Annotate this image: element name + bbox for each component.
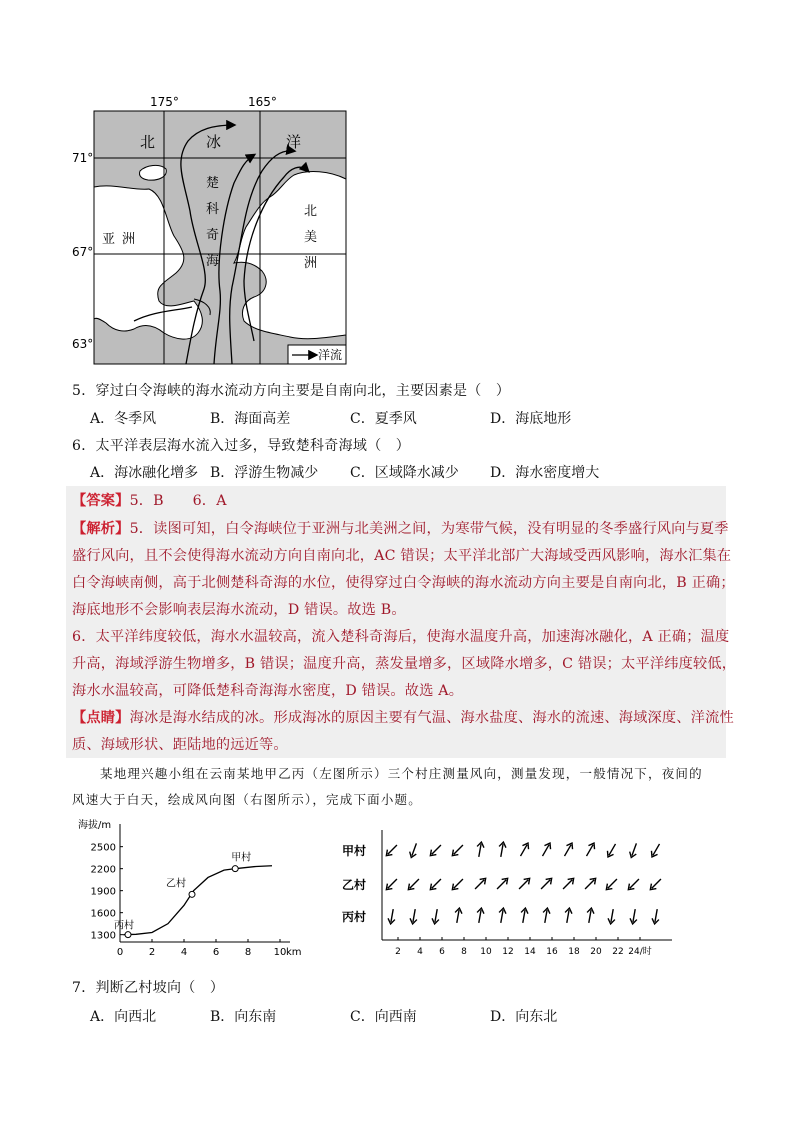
wind-arrow-icon xyxy=(384,877,400,893)
wind-arrow-icon xyxy=(473,876,489,892)
wind-arrow-shaft xyxy=(543,845,550,856)
wind-arrow-shaft xyxy=(608,879,617,888)
wind-arrow-shaft xyxy=(413,909,415,922)
x-tick-label: 6 xyxy=(212,947,220,958)
x-tick-label: 18 xyxy=(568,947,580,957)
wind-arrow-icon xyxy=(497,908,506,924)
wind-arrow-icon xyxy=(431,908,440,924)
q5-option-b[interactable]: B．海面高差 xyxy=(210,411,291,427)
x-tick-label: 10 xyxy=(480,947,492,957)
label-north3: 洋 xyxy=(286,133,302,151)
wind-arrow-icon xyxy=(628,842,640,858)
wind-arrow-shaft xyxy=(630,879,639,888)
wind-arrow-shaft xyxy=(523,910,525,923)
wind-arrow-shaft xyxy=(541,880,550,889)
wind-arrow-icon xyxy=(539,876,555,892)
village-label: 甲村 xyxy=(231,852,252,864)
wind-arrow-icon xyxy=(517,841,531,857)
wind-arrow-shaft xyxy=(587,845,594,856)
wind-arrow-shaft xyxy=(454,879,463,888)
wind-arrow-icon xyxy=(517,876,533,892)
wind-arrow-icon xyxy=(408,842,420,858)
wind-arrow-icon xyxy=(607,908,616,924)
q7-option-b[interactable]: B．向东南 xyxy=(210,1009,277,1025)
label-na2: 美 xyxy=(304,230,318,245)
wind-arrow-icon xyxy=(604,877,620,893)
wind-arrow-icon xyxy=(450,877,466,893)
wind-arrow-shaft xyxy=(391,909,393,922)
wind-arrow-icon xyxy=(453,908,462,924)
wind-direction-chart xyxy=(336,830,676,962)
village-point xyxy=(125,932,131,938)
q6-option-d[interactable]: D．海水密度增大 xyxy=(490,465,600,481)
x-axis-label: km xyxy=(286,947,302,958)
wind-arrow-shaft xyxy=(432,845,441,854)
comment-line-2: 质、海域形状、距陆地的远近等。 xyxy=(72,737,288,753)
terrain-profile-line xyxy=(123,866,272,935)
label-na3: 洲 xyxy=(304,256,318,271)
wind-arrow-icon xyxy=(519,908,528,924)
x-tick-label: 4 xyxy=(180,947,188,958)
wind-arrow-icon xyxy=(409,908,418,924)
label-north2: 冰 xyxy=(206,133,222,151)
intro-line-2: 风速大于白天，绘成风向图（右图所示），完成下面小题。 xyxy=(72,792,422,807)
x-tick-label: 20 xyxy=(590,947,602,957)
comment-tag: 【点睛】 xyxy=(72,710,130,726)
x-tick-label: 8 xyxy=(461,947,467,957)
y-axis-label: 海拔/m xyxy=(78,820,112,831)
q5-option-d[interactable]: D．海底地形 xyxy=(490,411,572,427)
analysis-line-7: 海水水温较高，可降低楚科奇海海水密度，D 错误。故选 A。 xyxy=(72,683,464,699)
wind-arrow-shaft xyxy=(567,910,569,923)
wind-arrow-icon xyxy=(649,842,663,858)
question-7-stem: 7．判断乙村坡向（ ） xyxy=(72,980,225,996)
row-label: 丙村 xyxy=(342,910,367,924)
q6-option-a[interactable]: A．海冰融化增多 xyxy=(90,465,199,481)
q5-option-c[interactable]: C．夏季风 xyxy=(350,411,417,427)
wind-arrow-shaft xyxy=(410,879,419,888)
x-tick-label: 16 xyxy=(546,947,558,957)
label-north1: 北 xyxy=(140,133,156,151)
wind-arrow-shaft xyxy=(475,880,484,889)
wind-arrow-shaft xyxy=(585,880,594,889)
x-tick-label: 22 xyxy=(612,947,624,957)
label-na1: 北 xyxy=(304,204,318,219)
q7-option-c[interactable]: C．向西南 xyxy=(350,1009,417,1025)
wind-arrow-shaft xyxy=(501,910,503,923)
wind-arrow-icon xyxy=(605,842,619,858)
wind-arrow-icon xyxy=(497,842,506,858)
y-tick-label: 2200 xyxy=(90,864,116,876)
wind-arrow-shaft xyxy=(457,910,459,923)
wind-arrow-icon xyxy=(563,908,572,924)
comment-line-1: 【点睛】海冰是海水结成的冰。形成海冰的原因主要有气温、海水盐度、海水的流速、海域深度、洋流性 xyxy=(72,710,734,726)
wind-arrow-icon xyxy=(585,908,594,924)
analysis-line-5: 6．太平洋纬度较低，海水水温较高，流入楚科奇海后，使海水温度升高，加速海冰融化，A 正确；温度 xyxy=(72,629,730,645)
wind-arrow-icon xyxy=(384,843,400,859)
wind-arrow-shaft xyxy=(652,879,661,888)
x-tick-label: 2 xyxy=(148,947,156,958)
wind-arrow-icon xyxy=(495,876,511,892)
village-point xyxy=(232,866,238,872)
x-tick-label: 0 xyxy=(116,947,124,958)
wind-arrow-icon xyxy=(561,876,577,892)
wind-arrow-shaft xyxy=(609,844,616,855)
wind-arrow-shaft xyxy=(388,879,397,888)
lat-label-63: 63° xyxy=(72,337,94,351)
q6-option-b[interactable]: B．浮游生物减少 xyxy=(210,465,319,481)
analysis-line-3: 白令海峡南侧，高于北侧楚科奇海的水位，使得穿过白令海峡的海水流动方向主要是自南向北，B 正确； xyxy=(72,575,735,591)
wind-arrow-shaft xyxy=(479,910,481,923)
wind-arrow-icon xyxy=(428,877,444,893)
lat-label-67: 67° xyxy=(72,245,94,259)
wind-arrow-shaft xyxy=(497,880,506,889)
lat-label-71: 71° xyxy=(72,151,94,165)
legend-label: 洋流 xyxy=(318,348,343,362)
y-tick-label: 1600 xyxy=(90,908,116,920)
x-tick-label: 12 xyxy=(502,947,514,957)
wind-arrow-icon xyxy=(450,843,466,859)
x-tick-label: 2 xyxy=(395,947,401,957)
wind-arrow-shaft xyxy=(521,845,528,856)
wind-arrow-shaft xyxy=(611,909,613,922)
label-sea3: 奇 xyxy=(206,228,220,243)
wind-arrow-shaft xyxy=(589,910,591,923)
label-asia1: 亚 xyxy=(102,232,116,247)
village-label: 丙村 xyxy=(114,920,134,932)
wind-arrow-icon xyxy=(561,841,575,857)
wind-arrow-shaft xyxy=(655,909,657,922)
x-tick-label: 24/时 xyxy=(628,947,652,957)
wind-arrow-shaft xyxy=(435,909,437,922)
answer-text: 5．B 6．A xyxy=(129,493,227,509)
wind-arrow-icon xyxy=(629,908,638,924)
wind-arrow-icon xyxy=(583,876,599,892)
wind-arrow-shaft xyxy=(565,845,572,856)
y-tick-label: 1300 xyxy=(90,930,116,942)
intro-line-1: 某地理兴趣小组在云南某地甲乙丙（左图所示）三个村庄测量风向，测量发现，一般情况下，夜间的 xyxy=(100,766,703,781)
wind-arrow-shaft xyxy=(432,879,441,888)
wind-arrow-icon xyxy=(651,908,660,924)
label-sea1: 楚 xyxy=(206,176,220,191)
wind-arrow-icon xyxy=(539,841,553,857)
wind-arrow-shaft xyxy=(388,845,397,854)
label-sea4: 海 xyxy=(206,254,220,269)
row-label: 乙村 xyxy=(342,878,367,892)
x-tick-label: 14 xyxy=(524,947,536,957)
wind-arrow-icon xyxy=(406,877,422,893)
village-label: 乙村 xyxy=(166,878,186,890)
label-asia2: 洲 xyxy=(122,232,136,247)
answer-tag: 【答案】 xyxy=(72,493,130,509)
row-label: 甲村 xyxy=(342,844,367,858)
question-5-stem: 5．穿过白令海峡的海水流动方向主要是自南向北，主要因素是（ ） xyxy=(72,383,511,399)
analysis-line-1: 【解析】5．读图可知，白令海峡位于亚洲与北美洲之间，为寒带气候，没有明显的冬季盛行风向与夏季 xyxy=(72,521,729,537)
wind-arrow-shaft xyxy=(633,909,635,922)
wind-arrow-icon xyxy=(541,908,550,924)
x-tick-label: 6 xyxy=(439,947,445,957)
x-tick-label: 8 xyxy=(244,947,252,958)
analysis-line-2: 盛行风向，且不会使得海水流动方向自南向北，AC 错误；太平洋北部广大海域受西风影响，海水汇集在 xyxy=(72,548,732,564)
analysis-line-4: 海底地形不会影响表层海水流动，D 错误。故选 B。 xyxy=(72,602,406,618)
wind-arrow-icon xyxy=(475,842,484,858)
y-tick-label: 1900 xyxy=(90,886,116,898)
wind-arrow-icon xyxy=(475,908,484,924)
wind-arrow-icon xyxy=(626,877,642,893)
bering-strait-map xyxy=(72,92,362,374)
wind-arrow-shaft xyxy=(454,845,463,854)
q5-option-a[interactable]: A．冬季风 xyxy=(90,411,157,427)
village-point xyxy=(189,891,195,897)
q6-option-c[interactable]: C．区域降水减少 xyxy=(350,465,459,481)
wind-arrow-shaft xyxy=(545,910,547,923)
elevation-profile-chart xyxy=(72,816,302,966)
wind-arrow-icon xyxy=(583,841,597,857)
wind-arrow-icon xyxy=(387,908,396,924)
wind-arrow-icon xyxy=(648,877,664,893)
q7-option-d[interactable]: D．向东北 xyxy=(490,1009,558,1025)
analysis-line-6: 升高，海域浮游生物增多，B 错误；温度升高，蒸发量增多，区域降水增多，C 错误；太平洋纬度较低， xyxy=(72,656,737,672)
question-6-stem: 6．太平洋表层海水流入过多，导致楚科奇海域（ ） xyxy=(72,438,411,454)
y-tick-label: 2500 xyxy=(90,842,116,854)
wind-arrow-icon xyxy=(428,843,444,859)
lon-label-165: 165° xyxy=(248,95,277,109)
wind-arrow-shaft xyxy=(563,880,572,889)
x-tick-label: 4 xyxy=(417,947,423,957)
wind-arrow-shaft xyxy=(519,880,528,889)
lon-label-175: 175° xyxy=(150,95,179,109)
answer-line xyxy=(72,490,227,510)
wind-arrow-shaft xyxy=(479,844,481,857)
wind-arrow-shaft xyxy=(501,844,503,857)
analysis-tag: 【解析】 xyxy=(72,521,130,537)
label-sea2: 科 xyxy=(206,202,220,217)
q7-option-a[interactable]: A．向西北 xyxy=(90,1009,157,1025)
x-tick-label: 10 xyxy=(273,947,287,958)
wind-arrow-shaft xyxy=(653,844,660,855)
